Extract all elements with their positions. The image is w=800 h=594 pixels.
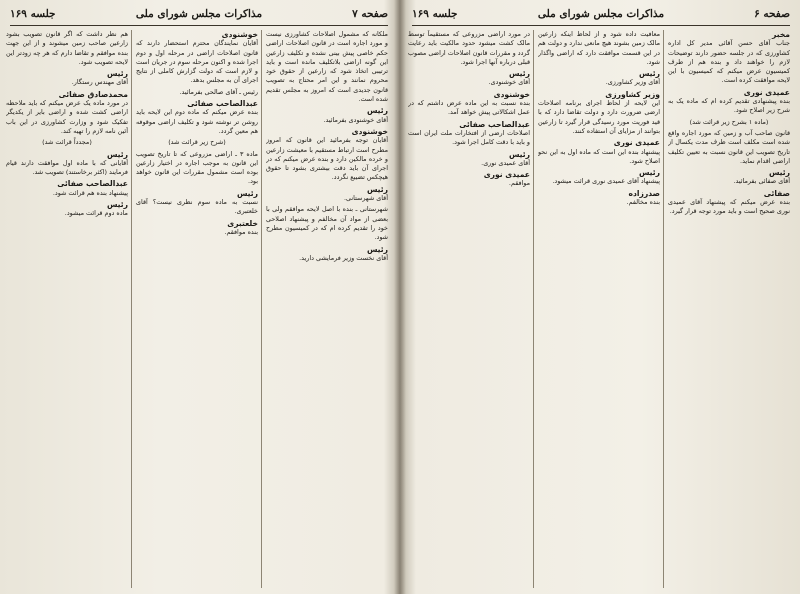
minutes-paragraph: موافقم. bbox=[508, 179, 530, 188]
right-column-divider bbox=[533, 30, 534, 588]
left-column-divider bbox=[261, 30, 262, 588]
speaker-name: عمیدی نوری bbox=[743, 87, 790, 97]
minutes-paragraph: آقای صفائی بفرمائید. bbox=[733, 177, 790, 186]
speaker-name: رئیس bbox=[366, 184, 388, 194]
minutes-paragraph: پیشنهاد بنده هم قرائت شود. bbox=[52, 188, 128, 197]
minutes-paragraph: آقای خوشنودی. bbox=[488, 78, 530, 87]
minutes-paragraph: نسبت به ماده سوم نظری نیست؟ آقای خلعتبری. bbox=[136, 198, 258, 216]
minutes-paragraph: آقای شهرستانی. bbox=[343, 194, 388, 203]
left-column-divider bbox=[131, 30, 132, 588]
minutes-paragraph: بنده نسبت به این ماده عرض داشتم که در عمل اشکالاتی پیش خواهد آمد. bbox=[408, 99, 530, 117]
left-running-head bbox=[10, 8, 388, 24]
right-column-divider bbox=[663, 30, 664, 588]
speaker-name: رئیس bbox=[106, 200, 128, 210]
speaker-name: وزیر کشاورزی bbox=[605, 89, 660, 99]
right-page-title: مذاکرات مجلس شورای ملی bbox=[537, 8, 665, 20]
minutes-paragraph: در مورد اراضی مزروعی که مستقیماً توسط مالک کشت میشود حدود مالکیت باید رعایت گردد و مقررات قانون اصلاحات اراضی مصوب قبلی درباره آنها اجرا شود. bbox=[408, 30, 530, 66]
speaker-name: رئیس bbox=[768, 168, 790, 178]
minutes-paragraph: جناب آقای حسن آقائی مدیر کل اداره کشاورزی که در جلسه حضور دارند توضیحات لازم را خواهند داد و بنده هم از طرف کمیسیون عرض میکنم که کمیسیون با این لایحه موافقت کرده است. bbox=[668, 39, 790, 85]
right-header-rule bbox=[412, 25, 790, 26]
speaker-name: رئیس bbox=[508, 69, 530, 79]
minutes-paragraph: آقای خوشنودی بفرمائید. bbox=[323, 115, 388, 124]
minutes-paragraph: اصلاحات ارضی از افتخارات ملت ایران است و باید با دقت کامل اجرا شود. bbox=[408, 128, 530, 147]
speaker-name: عبدالصاحب صفائی bbox=[57, 179, 128, 189]
stage-note: (ماده ۱ بشرح زیر قرائت شد) bbox=[689, 117, 769, 126]
speaker-name: رئیس bbox=[106, 69, 128, 79]
right-session-number: جلسه ۱۶۹ bbox=[412, 8, 458, 20]
minutes-paragraph: آقای وزیر کشاورزی. bbox=[605, 78, 660, 87]
speaker-name: رئیس bbox=[236, 188, 258, 198]
minutes-paragraph: پیشنهاد آقای عمیدی نوری قرائت میشود. bbox=[552, 177, 660, 186]
minutes-paragraph: آقایان نمایندگان محترم استحضار دارند که قانون اصلاحات اراضی در مرحله اول و دوم اجرا شده و اکنون مرحله سوم در جریان است و لازم است که دولت گزارش کاملی از نتایج اجرای آن به مجلس بدهد. bbox=[136, 39, 258, 85]
minutes-paragraph: آقای عمیدی نوری. bbox=[481, 158, 530, 167]
speaker-name: عمیدی نوری bbox=[483, 170, 530, 180]
speaker-name: عمیدی نوری bbox=[613, 138, 660, 148]
speaker-name: رئیس bbox=[638, 69, 660, 79]
speaker-name: محمدصادق صفائی bbox=[58, 89, 128, 99]
left-column-1 bbox=[266, 30, 388, 588]
minutes-paragraph: بنده عرض میکنم که ماده دوم این لایحه باید روشن تر نوشته شود و تکلیف اراضی موقوفه هم معین گردد. bbox=[136, 108, 258, 135]
right-page bbox=[408, 0, 794, 594]
speaker-name: خلعتبری bbox=[227, 218, 258, 228]
stage-note: (مجدداً قرائت شد) bbox=[42, 138, 92, 147]
minutes-paragraph: هم نظر داشت که اگر قانون تصویب بشود زارعین صاحب زمین میشوند و از این جهت بنده موافقم و تقاضا دارم که هر چه زودتر این لایحه تصویب شود. bbox=[6, 30, 128, 66]
minutes-paragraph: ملکانه که مشمول اصلاحات کشاورزی نیست و مورد اجاره است در قانون اصلاحات اراضی حکم خاصی پیش بینی نشده و تکلیف زارعین این گونه اراضی بلاتکلیف مانده است و باید ترتیبی اتخاذ شود که زارعین از حقوق خود محروم نمانند و این امر محتاج به تصویب قانون جدیدی است که امروز به مجلس تقدیم شده است. bbox=[266, 30, 388, 104]
speaker-name: خوشنودی bbox=[493, 89, 530, 99]
speaker-name: خوشنودی bbox=[351, 126, 388, 136]
speaker-name: مخبر bbox=[772, 30, 790, 39]
minutes-paragraph: بنده پیشنهادی تقدیم کرده ام که ماده یک به شرح زیر اصلاح شود. bbox=[668, 97, 790, 115]
minutes-paragraph: آقایان توجه بفرمائید این قانون که امروز مطرح است ارتباط مستقیم با معیشت زارعین و خرده مالکین دارد و بنده عرض میکنم که در اجرای آن باید دقت بیشتری بشود تا حقوق هیچکس تضییع نگردد. bbox=[266, 136, 388, 182]
minutes-paragraph: بنده مخالفم. bbox=[626, 198, 660, 207]
minutes-paragraph: ماده ۳ ـ اراضی مزروعی که تا تاریخ تصویب این قانون به موجب اجاره در اختیار زارعین بوده است مشمول مقررات این قانون خواهد بود. bbox=[136, 149, 258, 186]
speaker-name: عبدالصاحب صفائی bbox=[459, 119, 530, 129]
left-column-3 bbox=[6, 30, 128, 588]
minutes-paragraph: آقایانی که با ماده اول موافقت دارند قیام فرمایند (اکثر برخاستند) تصویب شد. bbox=[6, 158, 128, 177]
speaker-name: رئیس bbox=[508, 149, 530, 159]
right-columns bbox=[408, 30, 790, 588]
speaker-name: صفائی bbox=[763, 188, 790, 198]
book-gutter bbox=[394, 0, 406, 594]
speaker-name: صدرزاده bbox=[628, 188, 660, 198]
minutes-paragraph: بنده موافقم. bbox=[224, 227, 258, 236]
left-column-2 bbox=[136, 30, 258, 588]
left-page-number: صفحه ۷ bbox=[352, 8, 388, 20]
stage-note: (شرح زیر قرائت شد) bbox=[168, 138, 226, 147]
right-column-3 bbox=[408, 30, 530, 588]
speaker-name: رئیس bbox=[366, 106, 388, 116]
speaker-name: رئیس bbox=[638, 168, 660, 178]
left-page bbox=[6, 0, 392, 594]
left-header-rule bbox=[10, 25, 388, 26]
speaker-name: رئیس bbox=[366, 244, 388, 254]
speaker-name: عبدالصاحب صفائی bbox=[187, 99, 258, 109]
minutes-paragraph: قانون صاحب آب و زمین که مورد اجاره واقع شده است مکلف است ظرف مدت یکسال از تاریخ تصویب این قانون نسبت به تعیین تکلیف اراضی اقدام نماید. bbox=[668, 128, 790, 165]
minutes-paragraph: معافیت داده شود و از لحاظ اینکه زارعین مالک زمین بشوند هیچ مانعی ندارد و دولت هم در این قسمت موافقت دارد که اراضی واگذار شود. bbox=[538, 30, 660, 66]
minutes-paragraph: ماده دوم قرائت میشود. bbox=[64, 209, 128, 218]
left-session-number: جلسه ۱۶۹ bbox=[10, 8, 56, 20]
minutes-paragraph: بنده عرض میکنم که پیشنهاد آقای عمیدی نوری صحیح است و باید مورد توجه قرار گیرد. bbox=[668, 198, 790, 216]
minutes-paragraph: پیشنهاد بنده این است که ماده اول به این نحو اصلاح شود. bbox=[538, 147, 660, 165]
minutes-paragraph: رئیس ـ آقای صالحی بفرمائید. bbox=[179, 87, 258, 96]
right-column-2 bbox=[538, 30, 660, 588]
right-page-number: صفحه ۶ bbox=[754, 8, 790, 20]
minutes-paragraph: آقای نخست وزیر فرمایشی دارید. bbox=[299, 253, 388, 262]
speaker-name: خوشنودی bbox=[221, 30, 258, 39]
minutes-paragraph: این لایحه از لحاظ اجرای برنامه اصلاحات ارضی ضرورت دارد و دولت تقاضا دارد که با قید فوریت مورد رسیدگی قرار گیرد تا زارعین بتوانند از مزایای آن استفاده کنند. bbox=[538, 99, 660, 135]
minutes-paragraph: در مورد ماده یک عرض میکنم که باید ملاحظه اراضی کشت شده و اراضی بایر از یکدیگر تفکیک شود و وزارت کشاورزی در این باب آئین نامه لازم را تهیه کند. bbox=[6, 99, 128, 135]
right-running-head bbox=[412, 8, 790, 24]
left-page-title: مذاکرات مجلس شورای ملی bbox=[135, 8, 263, 20]
minutes-paragraph: شهرستانی ـ بنده با اصل لایحه موافقم ولی با بعضی از مواد آن مخالفم و پیشنهاد اصلاحی خود را تقدیم کرده ام که در کمیسیون مطرح شود. bbox=[266, 205, 388, 242]
left-columns bbox=[6, 30, 388, 588]
right-column-1 bbox=[668, 30, 790, 588]
speaker-name: رئیس bbox=[106, 149, 128, 159]
minutes-paragraph: آقای مهندس رستگار. bbox=[71, 78, 128, 87]
